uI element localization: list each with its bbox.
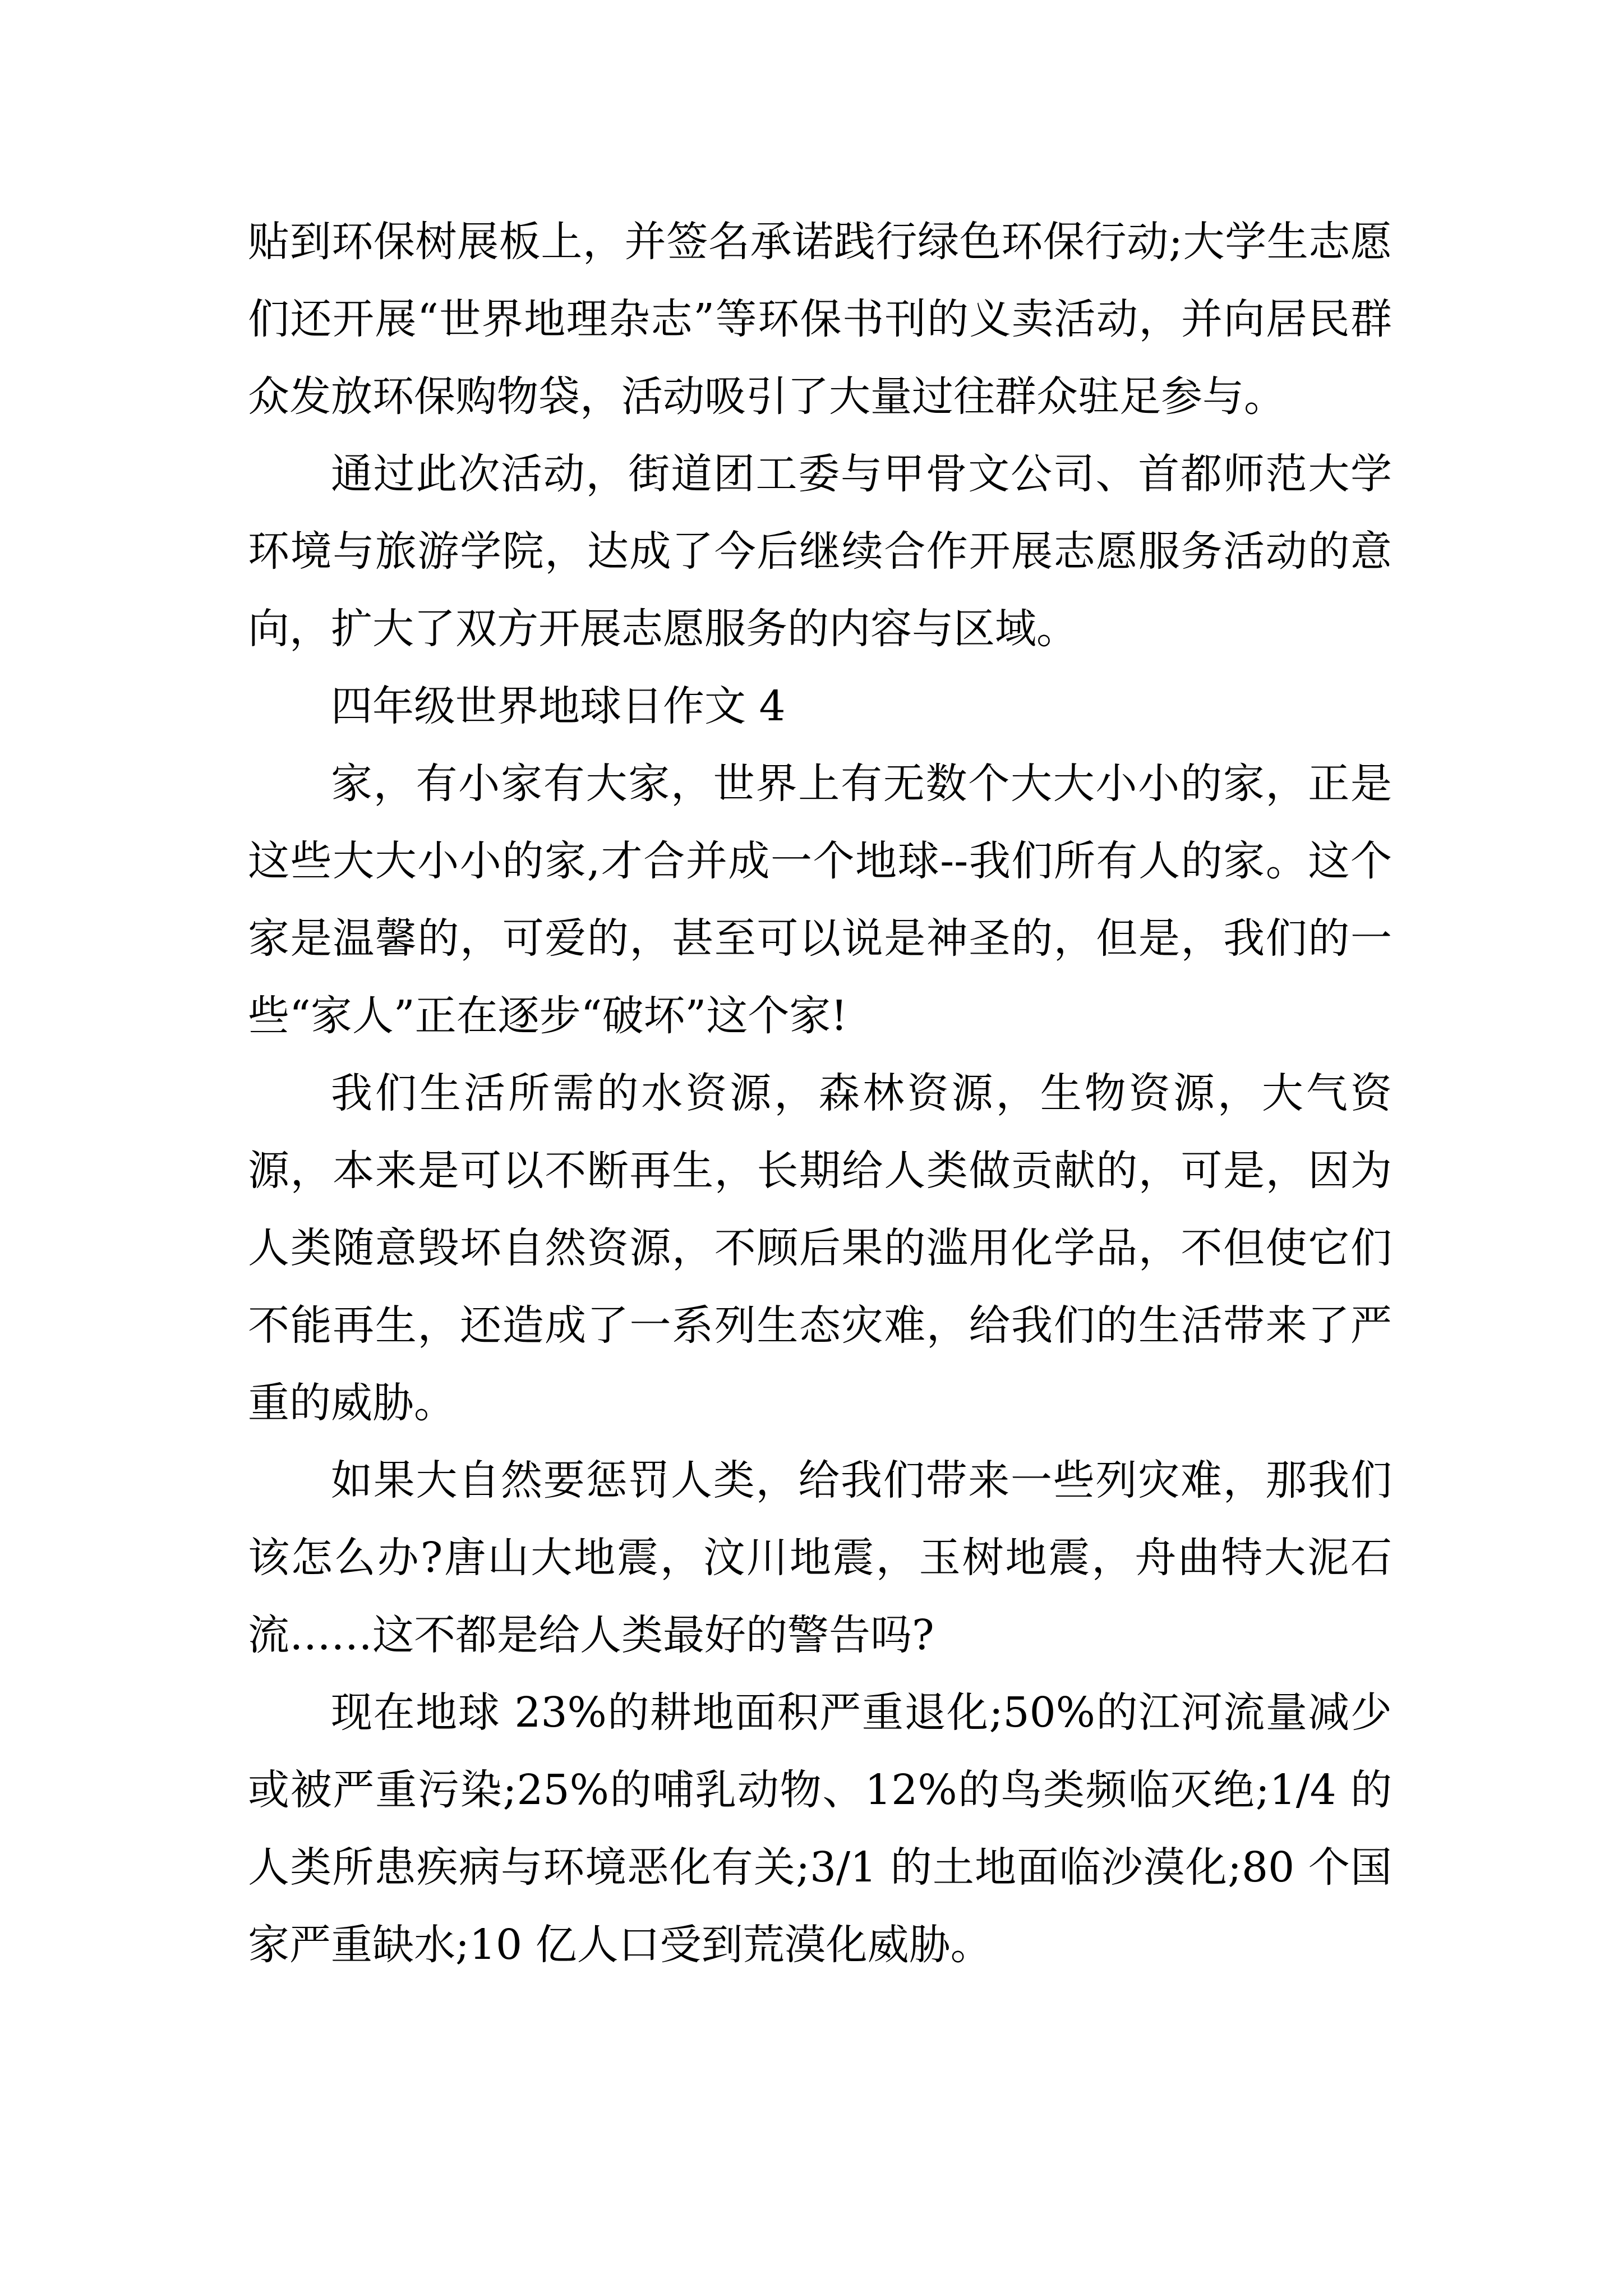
paragraph-home: 家，有小家有大家，世界上有无数个大大小小的家，正是这些大大小小的家,才合并成一个地球--我们所有人的家。这个家是温馨的，可爱的，甚至可以说是神圣的，但是，我们的一些“家人”正在逐步“破坏”这个家! xyxy=(248,760,1392,1040)
essay-heading: 四年级世界地球日作文 4 xyxy=(331,682,786,730)
paragraph-resources: 我们生活所需的水资源，森林资源，生物资源，大气资源，本来是可以不断再生，长期给人类做贡献的，可是，因为人类随意毁坏自然资源，不顾后果的滥用化学品，不但使它们不能再生，还造成了一系列生态灾难，给我们的生活带来了严重的威胁。 xyxy=(248,1069,1392,1427)
paragraph-statistics: 现在地球 23%的耕地面积严重退化;50%的江河流量减少或被严重污染;25%的哺乳动物、12%的鸟类频临灭绝;1/4 的人类所患疾病与环境恶化有关;3/1 的土地面临沙漠化;80 个国家严重缺水;10 亿人口受到荒漠化威胁。 xyxy=(248,1688,1392,1969)
paragraph-activity-result: 通过此次活动，街道团工委与甲骨文公司、首都师范大学环境与旅游学院，达成了今后继续合作开展志愿服务活动的意向，扩大了双方开展志愿服务的内容与区域。 xyxy=(248,450,1392,653)
document-body xyxy=(248,203,1392,1984)
paragraph-disasters: 如果大自然要惩罚人类，给我们带来一些列灾难，那我们该怎么办?唐山大地震，汶川地震，玉树地震，舟曲特大泥石流……这不都是给人类最好的警告吗? xyxy=(248,1456,1392,1659)
paragraph-continued: 贴到环保树展板上，并签名承诺践行绿色环保行动;大学生志愿们还开展“世界地理杂志”等环保书刊的义卖活动，并向居民群众发放环保购物袋，活动吸引了大量过往群众驻足参与。 xyxy=(248,218,1392,421)
